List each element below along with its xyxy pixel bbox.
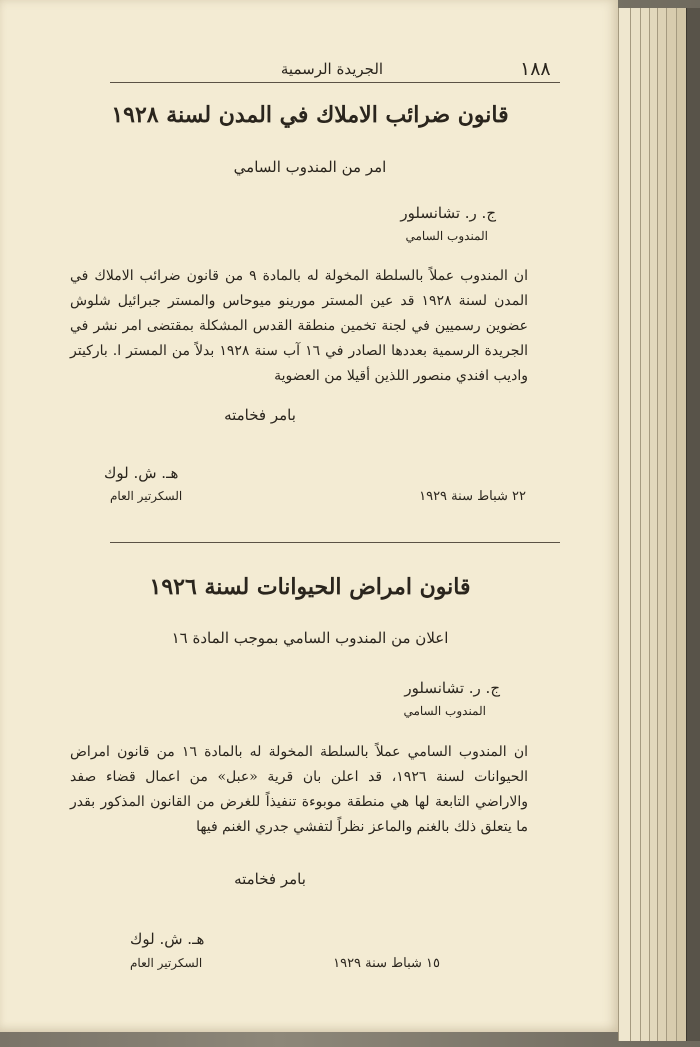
section-1-by-order: بامر فخامته <box>224 406 296 424</box>
section-divider <box>110 542 560 543</box>
section-1-body: ان المندوب عملاً بالسلطة المخولة له بالمادة ٩ من قانون ضرائب الاملاك في المدن لسنة ١٩٢٨ قد عين المستر مورينو ميوحاس والمستر جبرائيل شلوش عضوين رسميين في لجنة تخمين منطقة القدس المشكلة بمقتضى امر نشر في الجريدة الرسمية بعددها الصادر في ١٦ آب سنة ١٩٢٨ بدلاً من المستر ا. باركيتر واديب افندي منصور اللذين أقيلا من العضوية <box>70 268 529 384</box>
section-2-secretary-name: هـ. ش. لوك <box>130 930 205 948</box>
section-2-secretary-title: السكرتير العام <box>130 956 203 970</box>
section-1-secretary-title: السكرتير العام <box>110 489 183 503</box>
section-1-signatory-name: ج. ر. تشانسلور <box>400 204 496 222</box>
section-1-date: ٢٢ شباط سنة ١٩٢٩ <box>419 489 526 504</box>
running-title: الجريدة الرسمية <box>280 60 384 78</box>
section-2-title: قانون امراض الحيوانات لسنة ١٩٢٦ <box>149 574 471 600</box>
section-2-by-order: بامر فخامته <box>234 870 306 888</box>
page-number: ١٨٨ <box>520 58 551 80</box>
section-1-subtitle: امر من المندوب السامي <box>233 158 387 176</box>
header-rule <box>110 82 560 83</box>
section-2-signatory-title: المندوب السامي <box>403 704 486 718</box>
section-2-subtitle: اعلان من المندوب السامي بموجب المادة ١٦ <box>171 629 449 647</box>
section-2-signatory-name: ج. ر. تشانسلور <box>404 679 500 697</box>
section-1-title: قانون ضرائب الاملاك في المدن لسنة ١٩٢٨ <box>111 102 509 128</box>
section-1-secretary-name: هـ. ش. لوك <box>104 464 179 482</box>
section-2-body: ان المندوب السامي عملاً بالسلطة المخولة له بالمادة ١٦ من قانون امراض الحيوانات لسنة ١٩٢٦، قد اعلن بان قرية «عبل» من اعمال قضاء صفد والاراضي التابعة لها هي منطقة موبوءة تنفيذاً للغرض من القانون المذكور بقدر ما يتعلق ذلك بالغنم والماعز نظراً لتفشي جدري الغنم فيها <box>70 744 528 835</box>
section-2-date: ١٥ شباط سنة ١٩٢٩ <box>333 956 440 971</box>
section-1-signatory-title: المندوب السامي <box>405 229 488 243</box>
book-cover-edge <box>686 8 700 1041</box>
